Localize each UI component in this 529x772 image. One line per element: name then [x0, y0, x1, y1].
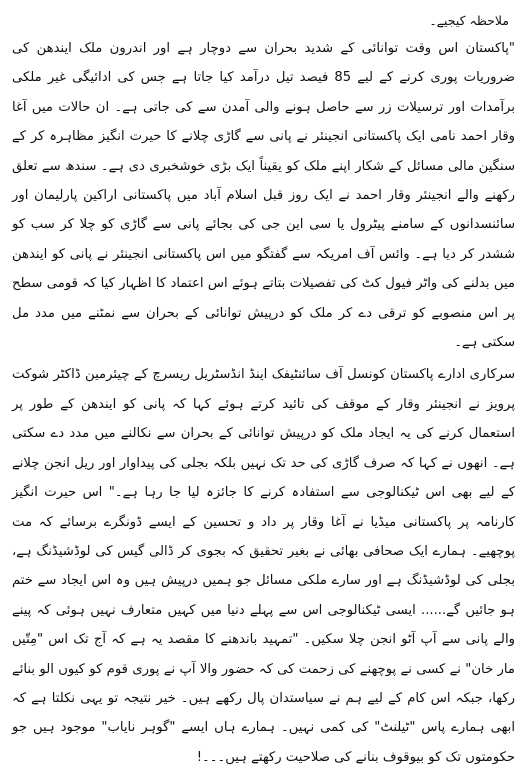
- intro-line: ملاحظہ کیجیے۔: [429, 13, 509, 28]
- article-paragraph-1: "پاکستان اس وقت توانائی کے شدید بحران سے دوچار ہے اور اندرون ملک ایندھن کی ضروریات پوری کرنے کے لیے 85 فیصد تیل درآمد کیا جاتا ہے جس کی ادائیگی غیر ملکی برآمدات اور ترسیلات زر سے حاصل ہونے والی آمدن سے کی جاتی ہے۔ ان حالات میں آغا وقار احمد نامی ایک پاکستانی انجینئر نے پانی سے گاڑی چلانے کا حیرت انگیز مظاہرہ کر کے سنگین مالی مسائل کے شکار اپنے ملک کو یقیناً ایک بڑی خوشخبری دی ہے۔ سندھ سے تعلق رکھنے والے انجینئر وقار احمد نے ایک روز قبل اسلام آباد میں پاکستانی اراکین پارلیمان اور سائنسدانوں کے سامنے پیٹرول یا سی این جی کی بجائے پانی سے گاڑی کو چلا کر سب کو ششدر کر دیا ہے۔ وائس آف امریکہ سے گفتگو میں اس پاکستانی انجینئر نے پانی کو ایندھن میں بدلنے کی واٹر فیول کٹ کی تفصیلات بتاتے ہوئے اس اعتماد کا اظہار کیا کہ قومی سطح پر اس منصوبے کو ترقی دے کر ملک کو درپیش توانائی کے بحران سے نمٹنے میں مدد مل سکتی ہے۔: [12, 41, 515, 351]
- article-paragraph-2: سرکاری ادارے پاکستان کونسل آف سائنٹیفک اینڈ انڈسٹریل ریسرچ کے چیئرمین ڈاکٹر شوکت پرویز نے انجینئر وقار کے موقف کی تائید کرتے ہوئے کہا کہ پانی کو ایندھن کے طور پر استعمال کرنے کی یہ ایجاد ملک کو درپیش توانائی کے بحران سے نکالنے میں مدد دے سکتی ہے۔ انھوں نے کہا کہ صرف گاڑی کی حد تک نہیں بلکہ بجلی کی پیداوار اور ریل انجن چلانے کے لیے بھی اس ٹیکنالوجی سے استفادہ کرنے کا جائزہ لیا جا رہا ہے۔" اس حیرت انگیز کارنامہ پر پاکستانی میڈیا نے آغا وقار پر داد و تحسین کے ایسے ڈونگرے برسائے کہ مت پوچھیے۔ ہمارے ایک صحافی بھائی نے بغیر تحقیق کہ بجوی کر ڈالی گیس کی لوڈشیڈنگ ہے، بجلی کی لوڈشیڈنگ ہے اور سارے ملکی مسائل جو ہمیں درپیش ہیں وہ اس ایجاد سے ختم ہو جائیں گے...... ایسی ٹیکنالوجی اس سے پہلے دنیا میں کہیں متعارف نہیں ہوئی کہ پینے والے پانی سے آپ آٹو انجن چلا سکیں۔ "تمہید باندھنے کا مقصد یہ ہے کہ آج تک اس "مِتّیں مار خان" نے کسی نے پوچھنے کی زحمت کی کہ حضور والا آپ نے پوری قوم کو کیوں الو بنائے رکھا، جبکہ اس کام کے لیے ہم نے سیاستدان پال رکھے ہیں۔ خیر نتیجہ تو یہی نکلتا ہے کہ ابھی ہمارے پاس "ٹیلنٹ" کی کمی نہیں۔ ہمارے ہاں ایسے "گوہر نایاب" موجود ہیں جو حکومتوں تک کو بیوقوف بنانے کی صلاحیت رکھتے ہیں۔۔۔!: [12, 367, 515, 765]
